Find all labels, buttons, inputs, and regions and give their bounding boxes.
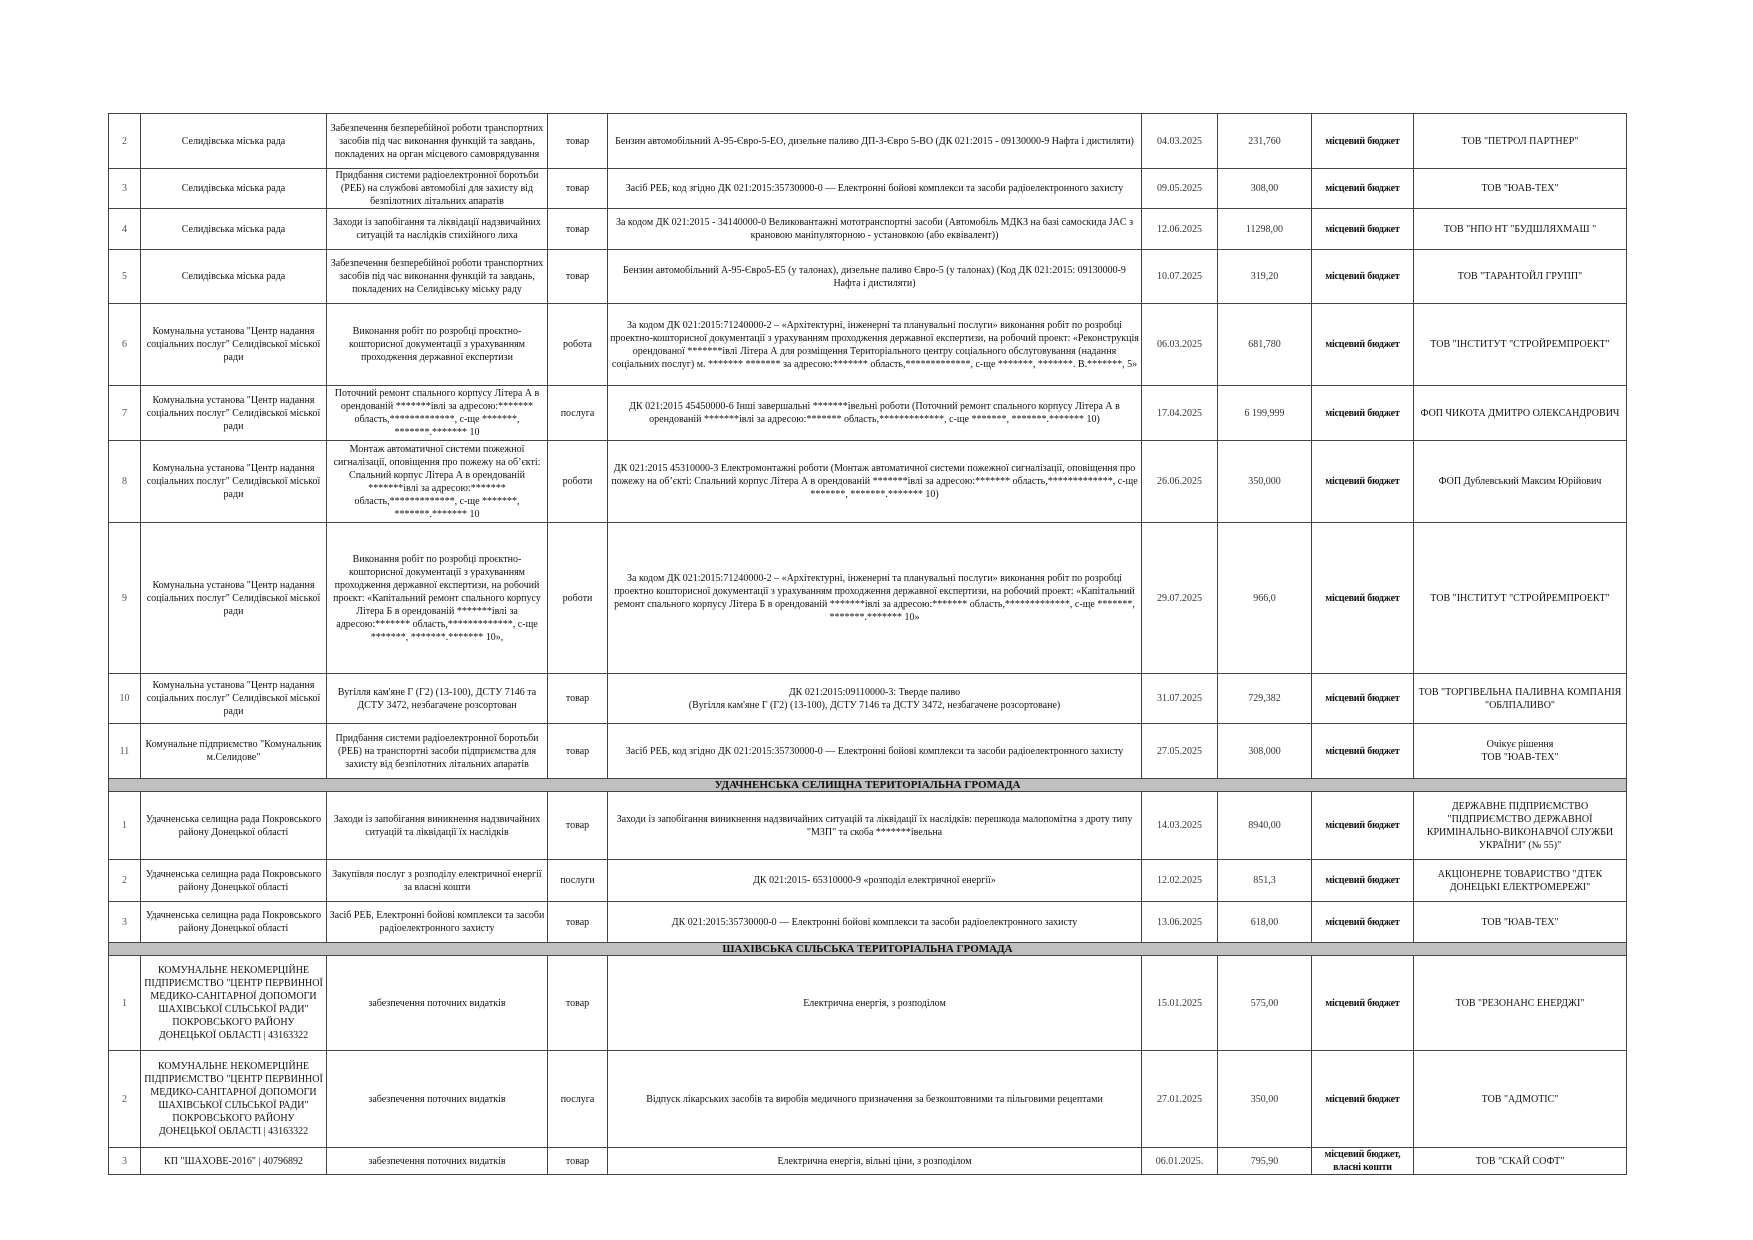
date-cell: 27.05.2025	[1142, 724, 1218, 779]
procurement-type-cell: роботи	[548, 441, 608, 523]
description-cell: Засіб РЕБ, код згідно ДК 021:2015:35730000-0 — Електронні бойові комплекси та засоби радіоелектронного захисту	[608, 724, 1142, 779]
section-title: ШАХІВСЬКА СІЛЬСЬКА ТЕРИТОРІАЛЬНА ГРОМАДА	[109, 943, 1627, 956]
table-row	[109, 860, 1627, 902]
table-row	[109, 114, 1627, 169]
procurement-type-cell: товар	[548, 209, 608, 250]
subject-cell: Забезпечення безперебійної роботи транспортних засобів під час виконання функцій та завдань, покладених на Селидівську міську раду	[327, 250, 548, 304]
row-number: 11	[109, 724, 141, 779]
date-cell: 06.01.2025.	[1142, 1148, 1218, 1175]
date-cell: 31.07.2025	[1142, 674, 1218, 724]
budget-source-cell: місцевий бюджет	[1312, 114, 1414, 169]
date-cell: 12.02.2025	[1142, 860, 1218, 902]
subject-cell: Придбання системи радіоелектронної боротьби (РЕБ) на транспортні засоби підприємства для захисту від безпілотних літальних апаратів	[327, 724, 548, 779]
description-cell: Електрична енергія, вільні ціни, з розподілом	[608, 1148, 1142, 1175]
procurement-type-cell: товар	[548, 169, 608, 209]
table-row	[109, 792, 1627, 860]
subject-cell: забезпечення поточних видатків	[327, 1051, 548, 1148]
description-cell: ДК 021:2015:35730000-0 — Електронні бойові комплекси та засоби радіоелектронного захисту	[608, 902, 1142, 943]
date-cell: 14.03.2025	[1142, 792, 1218, 860]
procurement-type-cell: товар	[548, 114, 608, 169]
customer-cell: Селидівська міська рада	[141, 114, 327, 169]
budget-source-cell: місцевий бюджет	[1312, 209, 1414, 250]
date-cell: 12.06.2025	[1142, 209, 1218, 250]
supplier-cell: ФОП ЧИКОТА ДМИТРО ОЛЕКСАНДРОВИЧ	[1414, 386, 1627, 441]
procurement-type-cell: робота	[548, 304, 608, 386]
budget-source-cell: місцевий бюджет, власні кошти	[1312, 1148, 1414, 1175]
date-cell: 29.07.2025	[1142, 523, 1218, 674]
description-cell: ДК 021:2015:09110000-3: Тверде паливо (Вугілля кам'яне Г (Г2) (13-100), ДСТУ 7146 та ДСТУ 3472, незбагачене розсортоване)	[608, 674, 1142, 724]
supplier-cell: ФОП Дублевський Максим Юрійович	[1414, 441, 1627, 523]
row-number: 5	[109, 250, 141, 304]
procurement-type-cell: товар	[548, 792, 608, 860]
table-row	[109, 441, 1627, 523]
table-row	[109, 956, 1627, 1051]
amount-cell: 729,382	[1218, 674, 1312, 724]
budget-source-cell: місцевий бюджет	[1312, 860, 1414, 902]
row-number: 6	[109, 304, 141, 386]
amount-cell: 350,00	[1218, 1051, 1312, 1148]
row-number: 4	[109, 209, 141, 250]
customer-cell: Удачненська селищна рада Покровського району Донецької області	[141, 792, 327, 860]
customer-cell: КП "ШАХОВЕ-2016" | 40796892	[141, 1148, 327, 1175]
procurement-type-cell: послуга	[548, 1051, 608, 1148]
procurement-type-cell: товар	[548, 724, 608, 779]
customer-cell: Комунальна установа "Центр надання соціальних послуг" Селидівської міської ради	[141, 441, 327, 523]
table-row	[109, 523, 1627, 674]
customer-cell: Комунальне підприємство "Комунальник м.Селидове"	[141, 724, 327, 779]
description-cell: Бензин автомобільний А-95-Євро-5-ЕО, дизельне паливо ДП-3-Євро 5-ВО (ДК 021:2015 - 09130000-9 Нафта і дистиляти)	[608, 114, 1142, 169]
amount-cell: 6 199,999	[1218, 386, 1312, 441]
row-number: 2	[109, 1051, 141, 1148]
customer-cell: Комунальна установа "Центр надання соціальних послуг" Селидівської міської ради	[141, 523, 327, 674]
supplier-cell: ТОВ "ІНСТИТУТ "СТРОЙРЕМПРОЕКТ"	[1414, 304, 1627, 386]
customer-cell: КОМУНАЛЬНЕ НЕКОМЕРЦІЙНЕ ПІДПРИЄМСТВО "ЦЕНТР ПЕРВИННОЇ МЕДИКО-САНІТАРНОЇ ДОПОМОГИ ШАХІВСЬКОЇ СІЛЬСЬКОЇ РАДИ" ПОКРОВСЬКОГО РАЙОНУ ДОНЕЦЬКОЇ ОБЛАСТІ | 43163322	[141, 1051, 327, 1148]
budget-source-cell: місцевий бюджет	[1312, 386, 1414, 441]
amount-cell: 350,000	[1218, 441, 1312, 523]
budget-source-cell: місцевий бюджет	[1312, 792, 1414, 860]
row-number: 3	[109, 1148, 141, 1175]
subject-cell: Виконання робіт по розробці проєктно-кошторисної документації з урахуванням проходження державної експертизи	[327, 304, 548, 386]
supplier-cell: ТОВ "ЮАВ-ТЕХ"	[1414, 169, 1627, 209]
table-row	[109, 1148, 1627, 1175]
amount-cell: 681,780	[1218, 304, 1312, 386]
procurement-type-cell: товар	[548, 250, 608, 304]
subject-cell: забезпечення поточних видатків	[327, 1148, 548, 1175]
budget-source-cell: місцевий бюджет	[1312, 724, 1414, 779]
row-number: 7	[109, 386, 141, 441]
subject-cell: Заходи із запобігання та ліквідації надзвичайних ситуацій та наслідків стихійного лиха	[327, 209, 548, 250]
description-cell: Відпуск лікарських засобів та виробів медичного призначення за безкоштовними та пільговими рецептами	[608, 1051, 1142, 1148]
amount-cell: 308,00	[1218, 169, 1312, 209]
subject-cell: Придбання системи радіоелектронної боротьби (РЕБ) на службові автомобілі для захисту від безпілотних літальних апаратів	[327, 169, 548, 209]
customer-cell: Комунальна установа "Центр надання соціальних послуг" Селидівської міської ради	[141, 674, 327, 724]
row-number: 8	[109, 441, 141, 523]
description-cell: ДК 021:2015 45310000-3 Електромонтажні роботи (Монтаж автоматичної системи пожежної сигналізації, оповіщення про пожежу на об’єкті: Спальний корпус Літера А в орендованій *******івлі за адресою:******* область,*************, с-ще *******, *******.******* 10)	[608, 441, 1142, 523]
customer-cell: КОМУНАЛЬНЕ НЕКОМЕРЦІЙНЕ ПІДПРИЄМСТВО "ЦЕНТР ПЕРВИННОЇ МЕДИКО-САНІТАРНОЇ ДОПОМОГИ ШАХІВСЬКОЇ СІЛЬСЬКОЇ РАДИ" ПОКРОВСЬКОГО РАЙОНУ ДОНЕЦЬКОЇ ОБЛАСТІ | 43163322	[141, 956, 327, 1051]
budget-source-cell: місцевий бюджет	[1312, 674, 1414, 724]
date-cell: 04.03.2025	[1142, 114, 1218, 169]
description-cell: Засіб РЕБ, код згідно ДК 021:2015:35730000-0 — Електронні бойові комплекси та засоби радіоелектронного захисту	[608, 169, 1142, 209]
subject-cell: Вугілля кам'яне Г (Г2) (13-100), ДСТУ 7146 та ДСТУ 3472, незбагачене розсортован	[327, 674, 548, 724]
procurement-type-cell: товар	[548, 956, 608, 1051]
table-row	[109, 386, 1627, 441]
subject-cell: Поточний ремонт спального корпусу Літера А в орендованій *******івлі за адресою:******* область,*************, с-ще *******, *******.******* 10	[327, 386, 548, 441]
date-cell: 13.06.2025	[1142, 902, 1218, 943]
description-cell: Бензин автомобільний А-95-Євро5-Е5 (у талонах), дизельне паливо Євро-5 (у талонах) (Код ДК 021:2015: 09130000-9 Нафта і дистиляти)	[608, 250, 1142, 304]
budget-source-cell: місцевий бюджет	[1312, 1051, 1414, 1148]
amount-cell: 231,760	[1218, 114, 1312, 169]
customer-cell: Комунальна установа "Центр надання соціальних послуг" Селидівської міської ради	[141, 386, 327, 441]
date-cell: 09.05.2025	[1142, 169, 1218, 209]
budget-source-cell: місцевий бюджет	[1312, 169, 1414, 209]
table-row	[109, 1051, 1627, 1148]
supplier-cell: ТОВ "СКАЙ СОФТ"	[1414, 1148, 1627, 1175]
customer-cell: Комунальна установа "Центр надання соціальних послуг" Селидівської міської ради	[141, 304, 327, 386]
subject-cell: Забезпечення безперебійної роботи транспортних засобів під час виконання функцій та завдань, покладених на орган місцевого самоврядування	[327, 114, 548, 169]
supplier-cell: АКЦІОНЕРНЕ ТОВАРИСТВО "ДТЕК ДОНЕЦЬКІ ЕЛЕКТРОМЕРЕЖІ"	[1414, 860, 1627, 902]
row-number: 2	[109, 860, 141, 902]
section-title: УДАЧНЕНСЬКА СЕЛИЩНА ТЕРИТОРІАЛЬНА ГРОМАДА	[109, 779, 1627, 792]
supplier-cell: ТОВ "НПО НТ "БУДШЛЯХМАШ "	[1414, 209, 1627, 250]
budget-source-cell: місцевий бюджет	[1312, 304, 1414, 386]
supplier-cell: ТОВ "ІНСТИТУТ "СТРОЙРЕМПРОЕКТ"	[1414, 523, 1627, 674]
row-number: 1	[109, 792, 141, 860]
amount-cell: 795,90	[1218, 1148, 1312, 1175]
description-cell: За кодом ДК 021:2015 - 34140000-0 Великовантажні мототранспортні засоби (Автомобіль МДКЗ на базі самоскида JAC з крановою маніпуляторною - установкою (або еквівалент))	[608, 209, 1142, 250]
subject-cell: Заходи із запобігання виникнення надзвичайних ситуацій та ліквідації їх наслідків	[327, 792, 548, 860]
description-cell: ДК 021:2015 45450000-6 Інші завершальні *******івельні роботи (Поточний ремонт спального корпусу Літера А в орендованій *******івлі за адресою:******* область,*************, с-ще *******, *******.******* 10)	[608, 386, 1142, 441]
date-cell: 27.01.2025	[1142, 1051, 1218, 1148]
table-row	[109, 250, 1627, 304]
supplier-cell: ТОВ "ЮАВ-ТЕХ"	[1414, 902, 1627, 943]
description-cell: За кодом ДК 021:2015:71240000-2 – «Архітектурні, інженерні та планувальні послуги» виконання робіт по розробці проектно кошторисної документації з урахуванням проходження державної експертизи, на робочий проект: «Капітальний ремонт спального корпусу Літера Б в орендованій *******івлі за адресою:******* область,*************, с-ще *******, *******.******* 10»	[608, 523, 1142, 674]
description-cell: ДК 021:2015- 65310000-9 «розподіл електричної енергії»	[608, 860, 1142, 902]
procurement-type-cell: товар	[548, 674, 608, 724]
table-row	[109, 674, 1627, 724]
row-number: 3	[109, 902, 141, 943]
procurement-type-cell: товар	[548, 902, 608, 943]
amount-cell: 575,00	[1218, 956, 1312, 1051]
procurement-type-cell: послуга	[548, 386, 608, 441]
section-header-row	[109, 943, 1627, 956]
subject-cell: Закупівля послуг з розподілу електричної енергії за власні кошти	[327, 860, 548, 902]
amount-cell: 851,3	[1218, 860, 1312, 902]
subject-cell: Засіб РЕБ, Електронні бойові комплекси та засоби радіоелектронного захисту	[327, 902, 548, 943]
amount-cell: 618,00	[1218, 902, 1312, 943]
supplier-cell: ТОВ "РЕЗОНАНС ЕНЕРДЖІ"	[1414, 956, 1627, 1051]
date-cell: 15.01.2025	[1142, 956, 1218, 1051]
amount-cell: 308,000	[1218, 724, 1312, 779]
section-header-row	[109, 779, 1627, 792]
supplier-cell: ТОВ "ТОРГІВЕЛЬНА ПАЛИВНА КОМПАНІЯ "ОБЛПАЛИВО"	[1414, 674, 1627, 724]
supplier-cell: ТОВ "ТАРАНТОЙЛ ГРУПП"	[1414, 250, 1627, 304]
description-cell: За кодом ДК 021:2015:71240000-2 – «Архітектурні, інженерні та планувальні послуги» виконання робіт по розробці проектно-кошторисної документації з урахуванням проходження державної експертизи, на робочий проект: «Реконструкція орендованої *******івлі Літера А для розміщення Територіального центру соціального обслуговування (надання соціальних послуг) м. ******* ******* за адресою:******* область,*************, с-ще *******, *******. В.*******, 5»	[608, 304, 1142, 386]
date-cell: 17.04.2025	[1142, 386, 1218, 441]
table-row	[109, 902, 1627, 943]
supplier-cell: ТОВ "АДМОТІС"	[1414, 1051, 1627, 1148]
procurement-table	[108, 113, 1627, 1175]
description-cell: Заходи із запобігання виникнення надзвичайних ситуацій та ліквідації їх наслідків: перешкода малопомітна з дроту типу "МЗП" та скоба *******івельна	[608, 792, 1142, 860]
supplier-cell: ТОВ "ПЕТРОЛ ПАРТНЕР"	[1414, 114, 1627, 169]
description-cell: Електрична енергія, з розподілом	[608, 956, 1142, 1051]
customer-cell: Селидівська міська рада	[141, 209, 327, 250]
date-cell: 06.03.2025	[1142, 304, 1218, 386]
row-number: 3	[109, 169, 141, 209]
date-cell: 26.06.2025	[1142, 441, 1218, 523]
budget-source-cell: місцевий бюджет	[1312, 523, 1414, 674]
date-cell: 10.07.2025	[1142, 250, 1218, 304]
table-row	[109, 209, 1627, 250]
amount-cell: 8940,00	[1218, 792, 1312, 860]
procurement-type-cell: послуги	[548, 860, 608, 902]
budget-source-cell: місцевий бюджет	[1312, 902, 1414, 943]
subject-cell: Монтаж автоматичної системи пожежної сигналізації, оповіщення про пожежу на об’єкті: Спальний корпус Літера А в орендованій *******івлі за адресою:******* область,*************, с-ще *******, *******.******* 10	[327, 441, 548, 523]
amount-cell: 11298,00	[1218, 209, 1312, 250]
budget-source-cell: місцевий бюджет	[1312, 250, 1414, 304]
row-number: 10	[109, 674, 141, 724]
row-number: 2	[109, 114, 141, 169]
supplier-cell: Очікує рішення ТОВ "ЮАВ-ТЕХ"	[1414, 724, 1627, 779]
row-number: 1	[109, 956, 141, 1051]
supplier-cell: ДЕРЖАВНЕ ПІДПРИЄМСТВО "ПІДПРИЄМСТВО ДЕРЖАВНОЇ КРИМІНАЛЬНО-ВИКОНАВЧОЇ СЛУЖБИ УКРАЇНИ" (№ 55)"	[1414, 792, 1627, 860]
table-row	[109, 304, 1627, 386]
table-row	[109, 724, 1627, 779]
procurement-type-cell: товар	[548, 1148, 608, 1175]
subject-cell: забезпечення поточних видатків	[327, 956, 548, 1051]
table-row	[109, 169, 1627, 209]
amount-cell: 966,0	[1218, 523, 1312, 674]
customer-cell: Селидівська міська рада	[141, 250, 327, 304]
budget-source-cell: місцевий бюджет	[1312, 441, 1414, 523]
row-number: 9	[109, 523, 141, 674]
subject-cell: Виконання робіт по розробці проєктно-кошторисної документації з урахуванням проходження державної експертизи, на робочий проєкт: «Капітальний ремонт спального корпусу Літера Б в орендованій *******івлі за адресою:******* область,*************, с-ще *******, *******.******* 10»,	[327, 523, 548, 674]
customer-cell: Селидівська міська рада	[141, 169, 327, 209]
customer-cell: Удачненська селищна рада Покровського району Донецької області	[141, 902, 327, 943]
budget-source-cell: місцевий бюджет	[1312, 956, 1414, 1051]
procurement-type-cell: роботи	[548, 523, 608, 674]
customer-cell: Удачненська селищна рада Покровського району Донецької області	[141, 860, 327, 902]
amount-cell: 319,20	[1218, 250, 1312, 304]
